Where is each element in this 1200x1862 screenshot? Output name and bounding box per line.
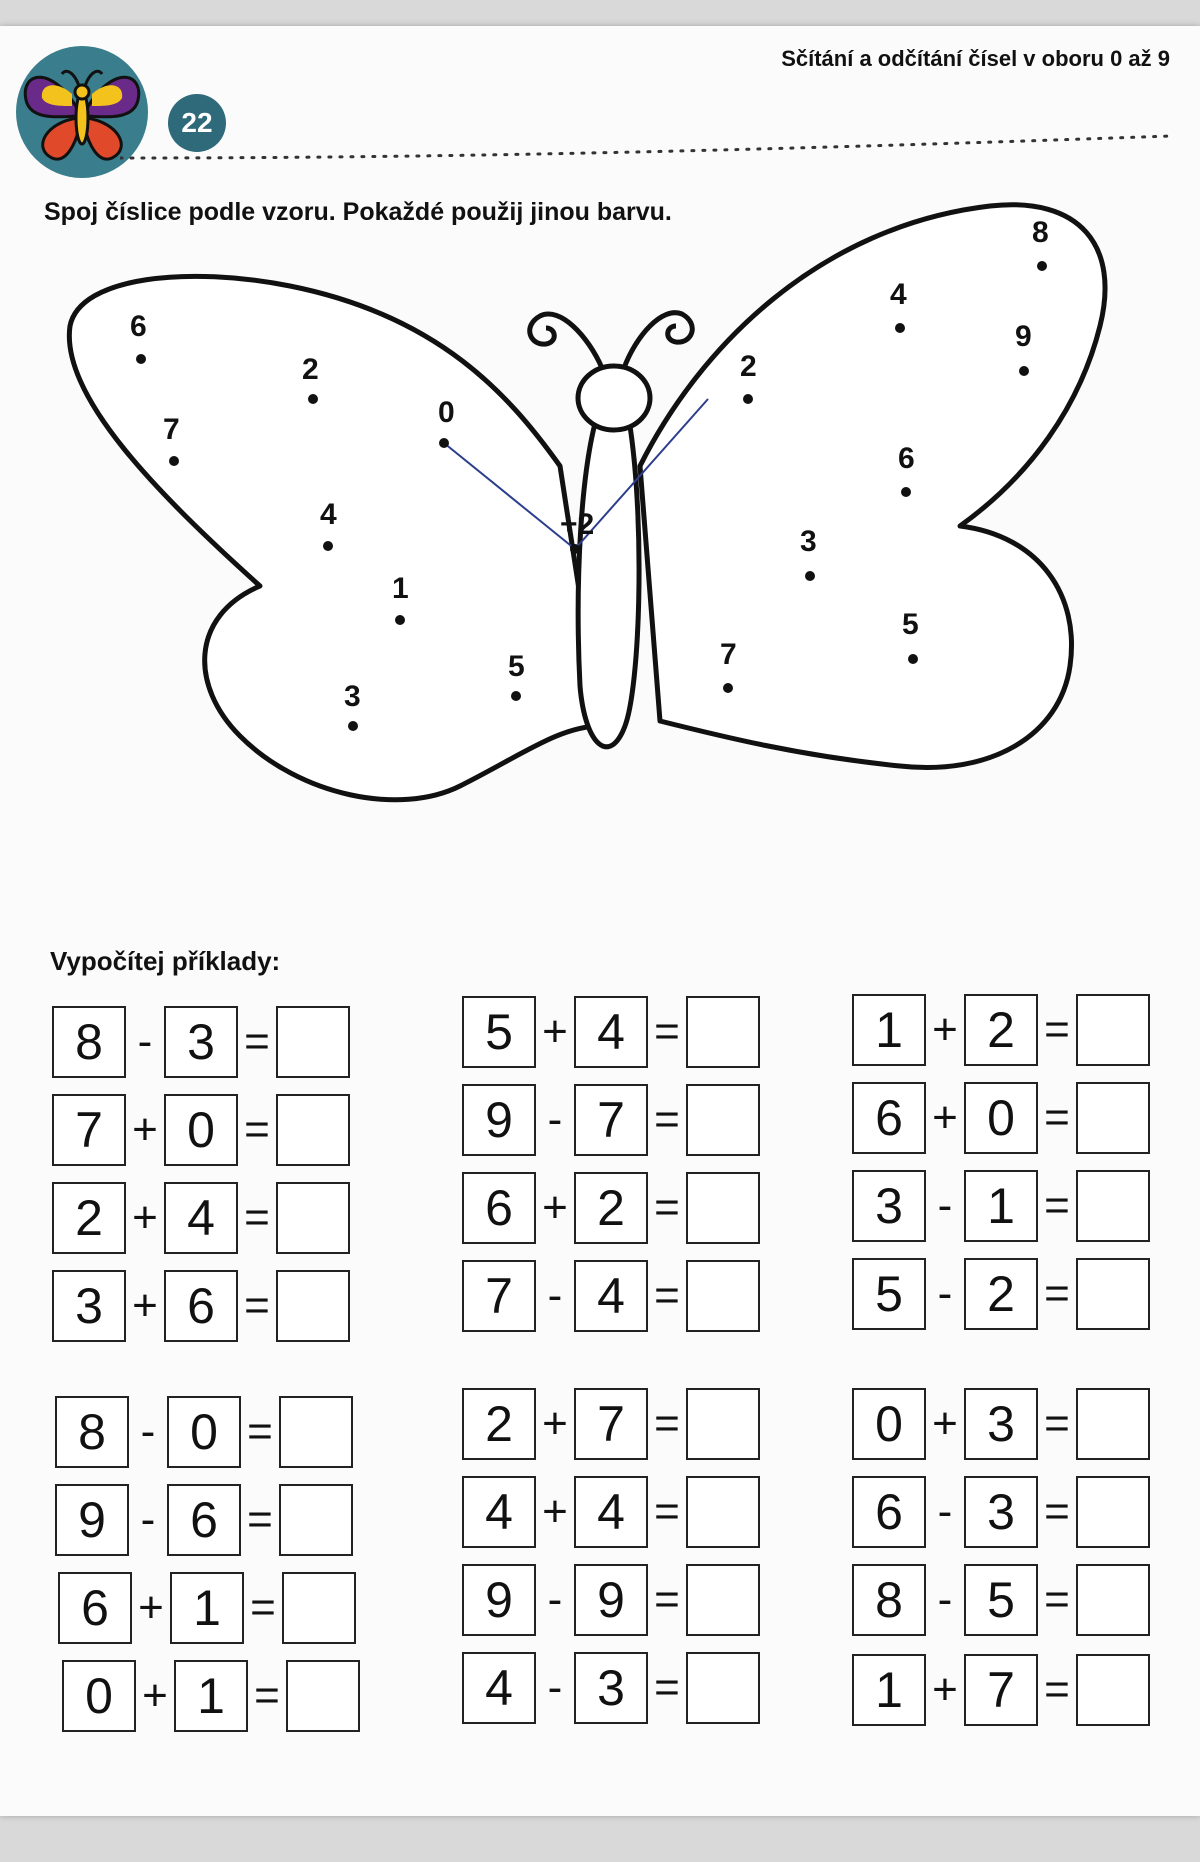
operand-box: 2 [964,994,1038,1066]
operand-box: 2 [52,1182,126,1254]
equals-sign: = [1044,1181,1070,1230]
equals-sign: = [654,1007,680,1056]
operand-box: 6 [167,1484,241,1556]
exercise-row [852,1562,1150,1638]
equals-sign: = [654,1663,680,1712]
equals-sign: = [250,1583,276,1632]
answer-box[interactable] [686,1652,760,1724]
operand-box: 8 [55,1396,129,1468]
answer-box[interactable] [276,1006,350,1078]
operand-box: 4 [462,1652,536,1724]
dot-label: 8 [1032,216,1049,249]
exercise-row [852,1386,1150,1462]
equals-sign: = [654,1183,680,1232]
operand-box: 6 [852,1476,926,1548]
operator: + [132,1105,158,1154]
answer-box[interactable] [1076,994,1150,1066]
operand-box: 9 [55,1484,129,1556]
answer-box[interactable] [286,1660,360,1732]
dot-label: 5 [902,608,919,641]
operator: + [932,1005,958,1054]
answer-box[interactable] [276,1270,350,1342]
operator: + [142,1671,168,1720]
equals-sign: = [247,1495,273,1544]
answer-box[interactable] [686,1260,760,1332]
exercise-row [852,1652,1150,1728]
answer-box[interactable] [1076,1476,1150,1548]
dot-label: 3 [800,525,817,558]
page-number-badge: 22 [168,94,226,152]
exercise-row [52,1268,350,1344]
exercise-row [52,1004,350,1080]
exercise-row [852,1080,1150,1156]
equals-sign: = [654,1095,680,1144]
operator: + [932,1665,958,1714]
equals-sign: = [654,1399,680,1448]
operand-box: 3 [964,1388,1038,1460]
operand-box: 5 [462,996,536,1068]
operator: + [542,1183,568,1232]
equals-sign: = [244,1193,270,1242]
equals-sign: = [1044,1665,1070,1714]
operand-box: 1 [174,1660,248,1732]
operand-box: 6 [462,1172,536,1244]
dot-label: 3 [344,680,361,713]
exercise-row [52,1092,350,1168]
operand-box: 0 [164,1094,238,1166]
operand-box: 8 [52,1006,126,1078]
operand-box: 6 [58,1572,132,1644]
answer-box[interactable] [1076,1258,1150,1330]
dot-label: 5 [508,650,525,683]
operator: - [547,1663,563,1712]
answer-box[interactable] [686,1084,760,1156]
center-label: +2 [560,508,595,541]
exercise-row [462,1562,760,1638]
operator: + [932,1399,958,1448]
operand-box: 2 [574,1172,648,1244]
dot-label: 1 [392,572,409,605]
dot-label: 6 [130,310,147,343]
answer-box[interactable] [1076,1654,1150,1726]
operand-box: 5 [852,1258,926,1330]
operator: + [132,1193,158,1242]
operator: - [937,1181,953,1230]
operand-box: 5 [964,1564,1038,1636]
dot-label: 9 [1015,320,1032,353]
operator: - [137,1017,153,1066]
operator: - [937,1487,953,1536]
equals-sign: = [247,1407,273,1456]
operand-box: 1 [852,1654,926,1726]
exercise-row [55,1394,353,1470]
operator: - [937,1575,953,1624]
answer-box[interactable] [276,1094,350,1166]
operand-box: 4 [164,1182,238,1254]
equals-sign: = [1044,1487,1070,1536]
equals-sign: = [654,1271,680,1320]
operator: - [547,1271,563,1320]
operand-box: 0 [62,1660,136,1732]
answer-box[interactable] [1076,1170,1150,1242]
exercise-row [462,1474,760,1550]
operator: + [132,1281,158,1330]
operand-box: 2 [964,1258,1038,1330]
operand-box: 0 [167,1396,241,1468]
operator: - [547,1095,563,1144]
operand-box: 9 [462,1564,536,1636]
operand-box: 6 [852,1082,926,1154]
equals-sign: = [1044,1575,1070,1624]
operand-box: 1 [964,1170,1038,1242]
dot-label: 4 [890,278,907,311]
exercise-row [462,1258,760,1334]
dot-label: 2 [302,353,319,386]
answer-box[interactable] [282,1572,356,1644]
operator: - [547,1575,563,1624]
answer-box[interactable] [279,1484,353,1556]
equals-sign: = [1044,1005,1070,1054]
equals-sign: = [654,1575,680,1624]
operand-box: 0 [852,1388,926,1460]
exercise-row [55,1482,353,1558]
exercise-row [462,1386,760,1462]
dot-label: 7 [720,638,737,671]
dot-label: 4 [320,498,337,531]
answer-box[interactable] [1076,1564,1150,1636]
dot-label: 7 [163,413,180,446]
operand-box: 7 [964,1654,1038,1726]
exercise-row [852,992,1150,1068]
answer-box[interactable] [686,1476,760,1548]
equals-sign: = [244,1281,270,1330]
answer-box[interactable] [1076,1388,1150,1460]
operator: + [542,1007,568,1056]
operand-box: 7 [52,1094,126,1166]
exercise-row [852,1474,1150,1550]
answer-box[interactable] [1076,1082,1150,1154]
equals-sign: = [244,1105,270,1154]
exercise-row [62,1658,360,1734]
instruction-text: Spoj číslice podle vzoru. Pokaždé použij jinou barvu. [44,198,672,226]
operator: + [138,1583,164,1632]
operand-box: 7 [574,1084,648,1156]
operand-box: 1 [852,994,926,1066]
equals-sign: = [244,1017,270,1066]
exercise-grid [0,26,1200,1816]
operator: + [542,1487,568,1536]
exercise-row [852,1168,1150,1244]
page-title: Sčítání a odčítání čísel v oboru 0 až 9 [781,46,1170,71]
answer-box[interactable] [686,1388,760,1460]
answer-box[interactable] [279,1396,353,1468]
exercise-row [462,1082,760,1158]
operand-box: 8 [852,1564,926,1636]
operand-box: 3 [964,1476,1038,1548]
answer-box[interactable] [686,996,760,1068]
operator: - [140,1495,156,1544]
dot-label: 6 [898,442,915,475]
operand-box: 2 [462,1388,536,1460]
operand-box: 7 [462,1260,536,1332]
operand-box: 3 [164,1006,238,1078]
operand-box: 3 [852,1170,926,1242]
answer-box[interactable] [686,1564,760,1636]
equals-sign: = [1044,1269,1070,1318]
exercise-row [52,1180,350,1256]
operand-box: 9 [462,1084,536,1156]
operand-box: 3 [574,1652,648,1724]
equals-sign: = [1044,1399,1070,1448]
exercise-row [852,1256,1150,1332]
operand-box: 4 [574,1476,648,1548]
dot-label: 2 [740,350,757,383]
operator: + [932,1093,958,1142]
exercise-row [462,994,760,1070]
equals-sign: = [254,1671,280,1720]
operator: + [542,1399,568,1448]
operand-box: 3 [52,1270,126,1342]
exercise-row [58,1570,356,1646]
worksheet-page [0,26,1200,1816]
exercise-row [462,1170,760,1246]
operand-box: 1 [170,1572,244,1644]
operand-box: 7 [574,1388,648,1460]
operand-box: 4 [462,1476,536,1548]
equals-sign: = [654,1487,680,1536]
operator: - [937,1269,953,1318]
operator: - [140,1407,156,1456]
operand-box: 0 [964,1082,1038,1154]
operand-box: 9 [574,1564,648,1636]
exercise-title: Vypočítej příklady: [50,946,281,976]
operand-box: 6 [164,1270,238,1342]
answer-box[interactable] [686,1172,760,1244]
operand-box: 4 [574,1260,648,1332]
exercise-row [462,1650,760,1726]
equals-sign: = [1044,1093,1070,1142]
operand-box: 4 [574,996,648,1068]
dot-label: 0 [438,396,455,429]
answer-box[interactable] [276,1182,350,1254]
